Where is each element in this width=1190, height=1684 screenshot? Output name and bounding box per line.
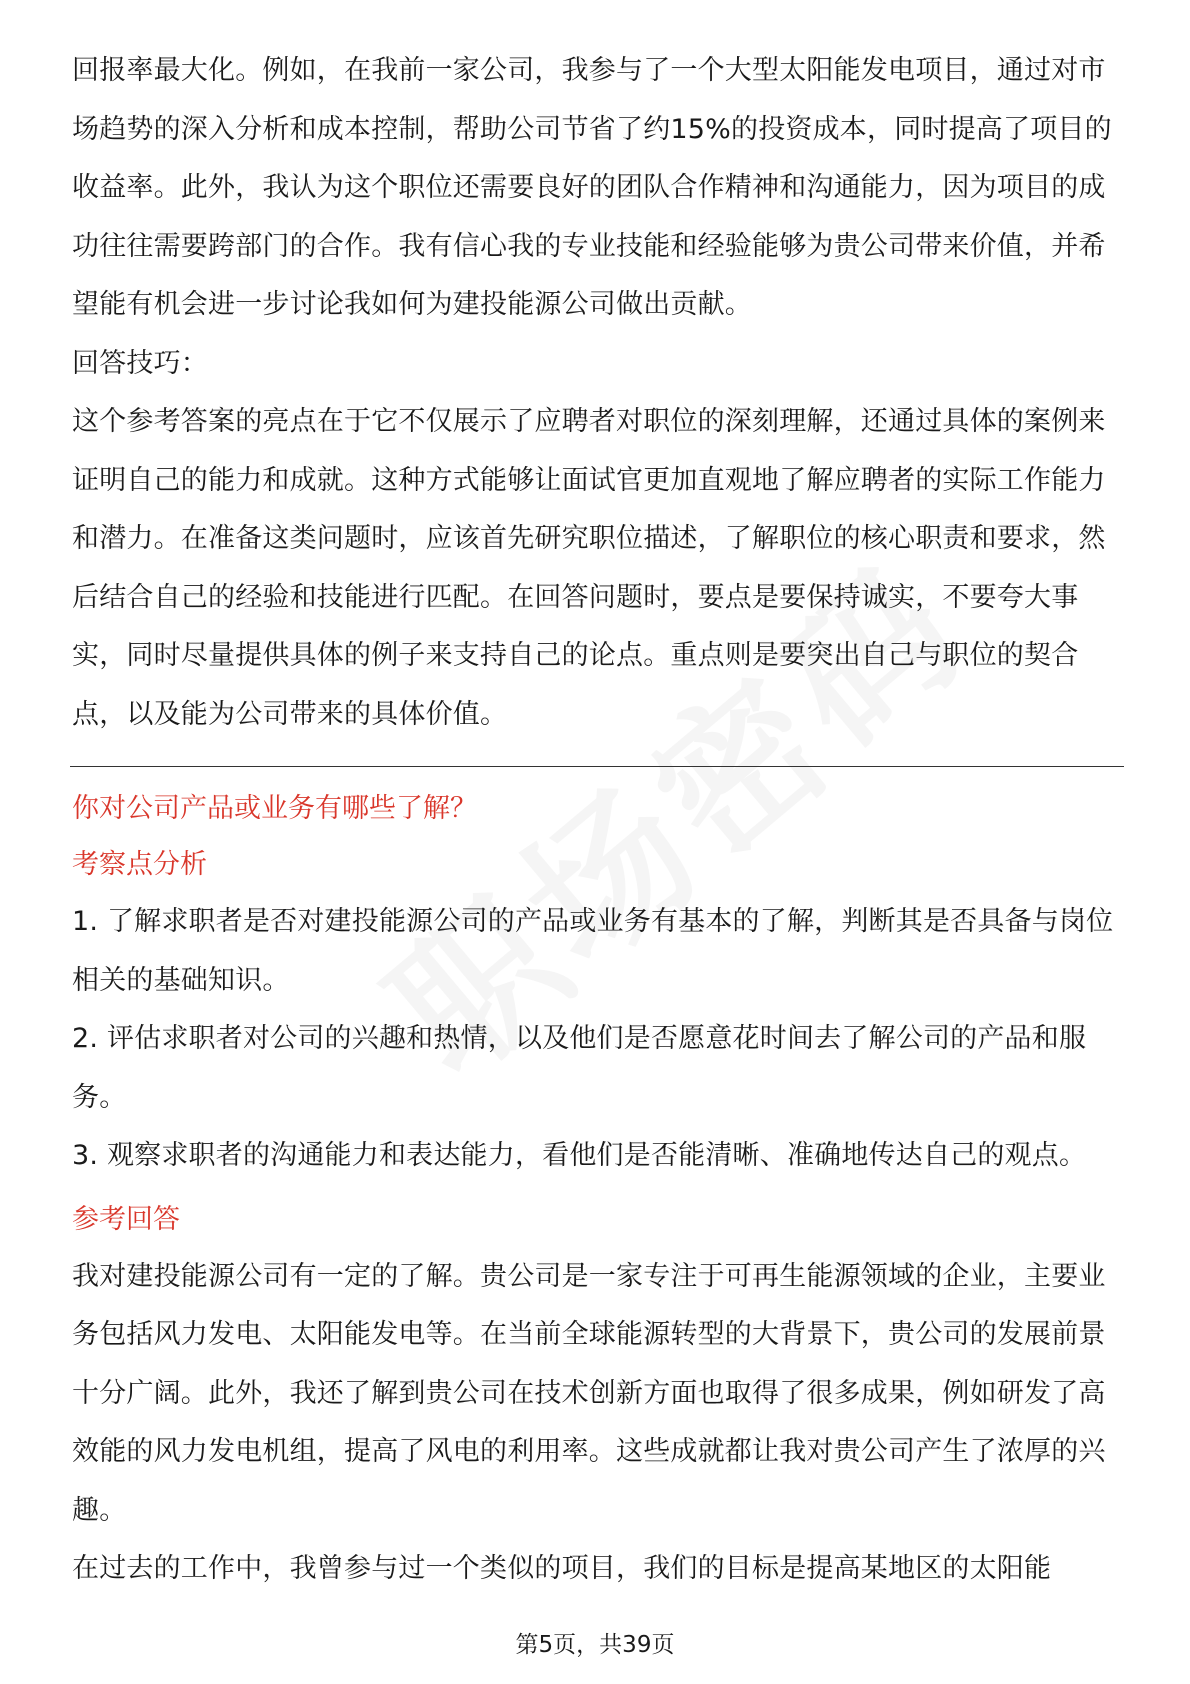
analysis-heading: 考察点分析 <box>72 849 207 880</box>
section-divider <box>70 766 1124 767</box>
paragraph-tips: 这个参考答案的亮点在于它不仅展示了应聘者对职位的深刻理解，还通过具体的案例来证明自己的能力和成就。这种方式能够让面试官更加直观地了解应聘者的实际工作能力和潜力。在准备这类问题时，应该首先研究职位描述，了解职位的核心职责和要求，然后结合自己的经验和技能进行匹配。在回答问题时，要点是要保持诚实，不要夸大事实，同时尽量提供具体的例子来支持自己的论点。重点则是要突出自己与职位的契合点，以及能为公司带来的具体价值。 <box>72 406 1106 730</box>
page-content <box>72 42 1122 1599</box>
analysis-item-3: 3. 观察求职者的沟通能力和表达能力，看他们是否能清晰、准确地传达自己的观点。 <box>72 1140 1087 1171</box>
tips-label: 回答技巧： <box>72 347 208 379</box>
answer-paragraph-2: 在过去的工作中，我曾参与过一个类似的项目，我们的目标是提高某地区的太阳能 <box>72 1553 1052 1584</box>
page-number: 第5页，共39页 <box>515 1632 675 1658</box>
question-heading: 你对公司产品或业务有哪些了解？ <box>72 793 477 824</box>
analysis-item-2: 2. 评估求职者对公司的兴趣和热情，以及他们是否愿意花时间去了解公司的产品和服务。 <box>72 1023 1087 1113</box>
analysis-item-1: 1. 了解求职者是否对建投能源公司的产品或业务有基本的了解，判断其是否具备与岗位相关的基础知识。 <box>72 906 1114 996</box>
paragraph-previous-answer: 回报率最大化。例如，在我前一家公司，我参与了一个大型太阳能发电项目，通过对市场趋势的深入分析和成本控制，帮助公司节省了约15%的投资成本，同时提高了项目的收益率。此外，我认为这个职位还需要良好的团队合作精神和沟通能力，因为项目的成功往往需要跨部门的合作。我有信心我的专业技能和经验能够为贵公司带来价值，并希望能有机会进一步讨论我如何为建投能源公司做出贡献。 <box>72 55 1112 320</box>
answer-heading: 参考回答 <box>72 1203 180 1235</box>
answer-paragraph-1: 我对建投能源公司有一定的了解。贵公司是一家专注于可再生能源领域的企业，主要业务包括风力发电、太阳能发电等。在当前全球能源转型的大背景下，贵公司的发展前景十分广阔。此外，我还了解到贵公司在技术创新方面也取得了很多成果，例如研发了高效能的风力发电机组，提高了风电的利用率。这些成就都让我对贵公司产生了浓厚的兴趣。 <box>72 1260 1106 1526</box>
